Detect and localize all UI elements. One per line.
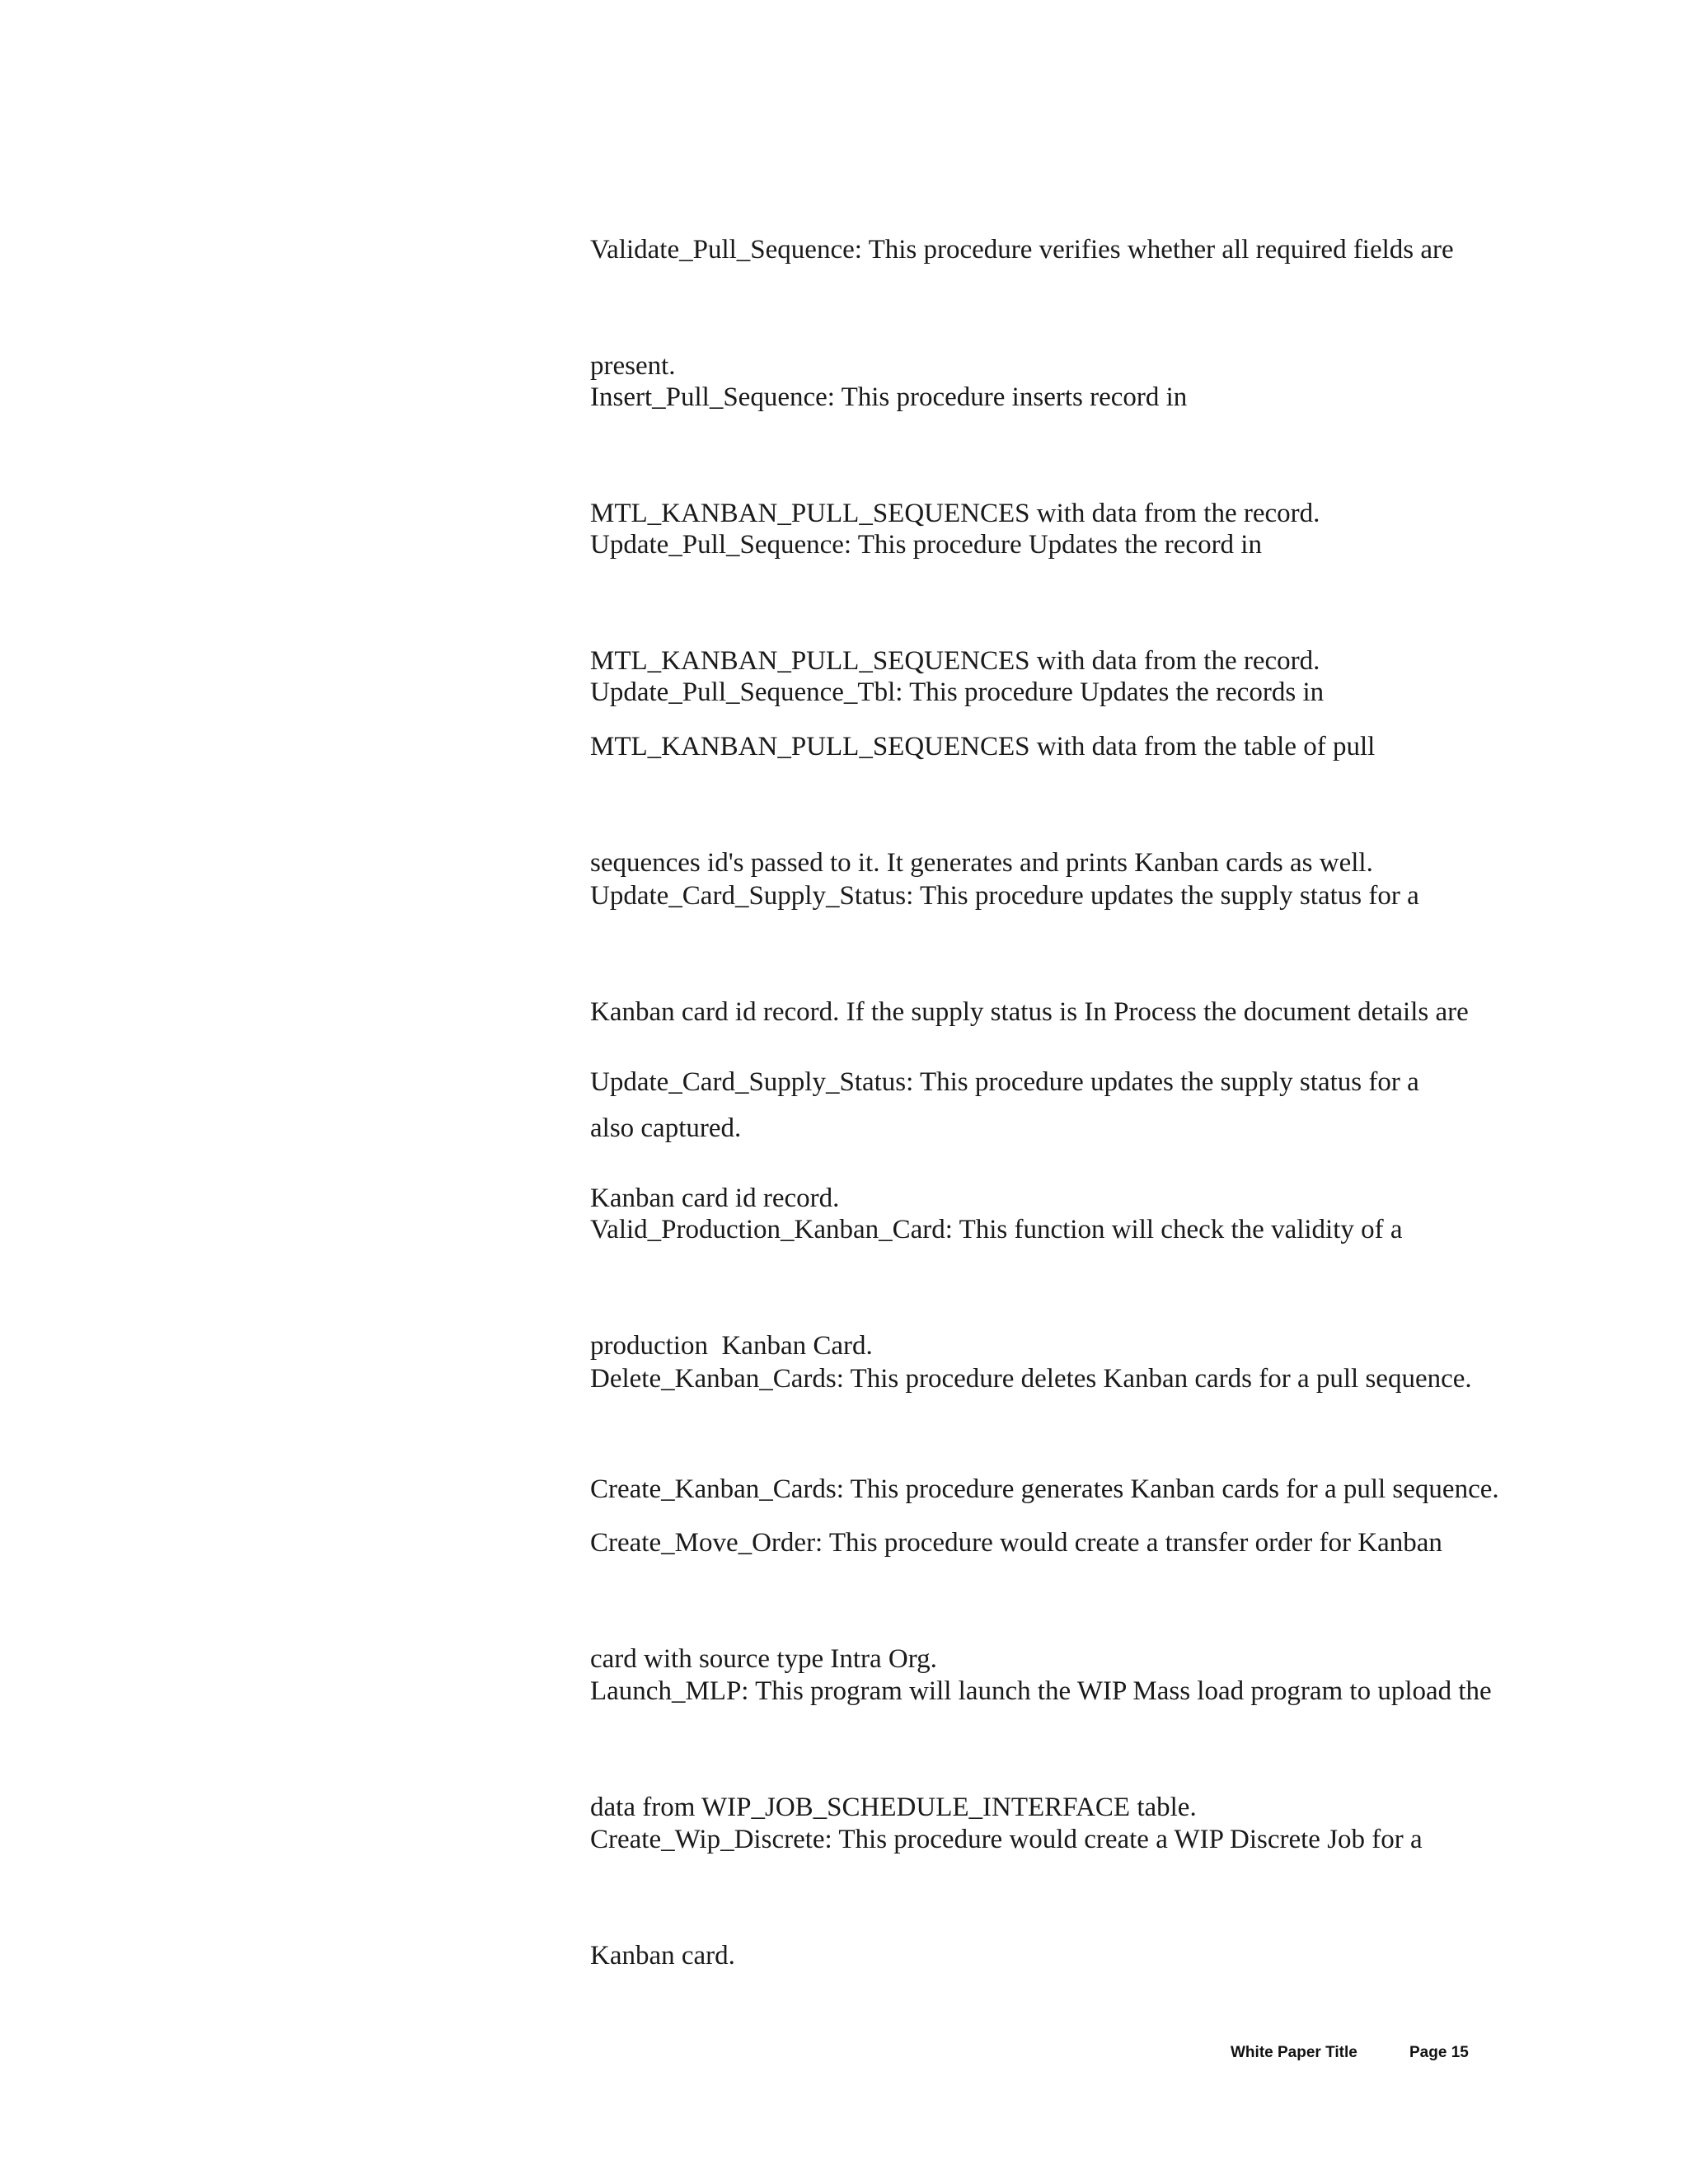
- text-line: Kanban card.: [590, 1941, 735, 1971]
- text-line: production Kanban Card.: [590, 1331, 873, 1361]
- text-line: Delete_Kanban_Cards: This procedure deletes Kanban cards for a pull sequence.: [590, 1364, 1472, 1394]
- footer-page-number: Page 15: [1409, 2044, 1469, 2061]
- text-line: data from WIP_JOB_SCHEDULE_INTERFACE table.: [590, 1793, 1197, 1822]
- text-line: Update_Pull_Sequence: This procedure Updates the record in: [590, 530, 1262, 560]
- text-line: MTL_KANBAN_PULL_SEQUENCES with data from the record.: [590, 646, 1320, 676]
- text-line: Update_Card_Supply_Status: This procedure updates the supply status for a: [590, 1067, 1419, 1097]
- text-line: Update_Card_Supply_Status: This procedure updates the supply status for a: [590, 881, 1419, 911]
- text-line: present.: [590, 351, 676, 381]
- text-line: Kanban card id record. If the supply status is In Process the document details are: [590, 997, 1469, 1027]
- text-line: MTL_KANBAN_PULL_SEQUENCES with data from the table of pull: [590, 732, 1376, 762]
- text-line: Valid_Production_Kanban_Card: This function will check the validity of a: [590, 1215, 1403, 1244]
- text-line: MTL_KANBAN_PULL_SEQUENCES with data from the record.: [590, 499, 1320, 528]
- text-line: Insert_Pull_Sequence: This procedure inserts record in: [590, 382, 1188, 412]
- text-line: sequences id's passed to it. It generates and prints Kanban cards as well.: [590, 848, 1373, 878]
- text-line: Kanban card id record.: [590, 1183, 840, 1213]
- text-line: also captured.: [590, 1113, 742, 1143]
- paragraph-create-wip-discrete: [590, 1743, 1538, 2053]
- text-line: card with source type Intra Org.: [590, 1644, 937, 1674]
- text-line: Validate_Pull_Sequence: This procedure verifies whether all required fields are: [590, 235, 1454, 265]
- text-line: Create_Kanban_Cards: This procedure generates Kanban cards for a pull sequence.: [590, 1474, 1499, 1504]
- text-line: Update_Pull_Sequence_Tbl: This procedure Updates the records in: [590, 677, 1325, 707]
- text-line: Create_Move_Order: This procedure would create a transfer order for Kanban: [590, 1528, 1442, 1558]
- text-line: Launch_MLP: This program will launch the WIP Mass load program to upload the: [590, 1676, 1492, 1706]
- footer-document-title: White Paper Title: [1231, 2044, 1357, 2061]
- text-line: Create_Wip_Discrete: This procedure would create a WIP Discrete Job for a: [590, 1825, 1423, 1854]
